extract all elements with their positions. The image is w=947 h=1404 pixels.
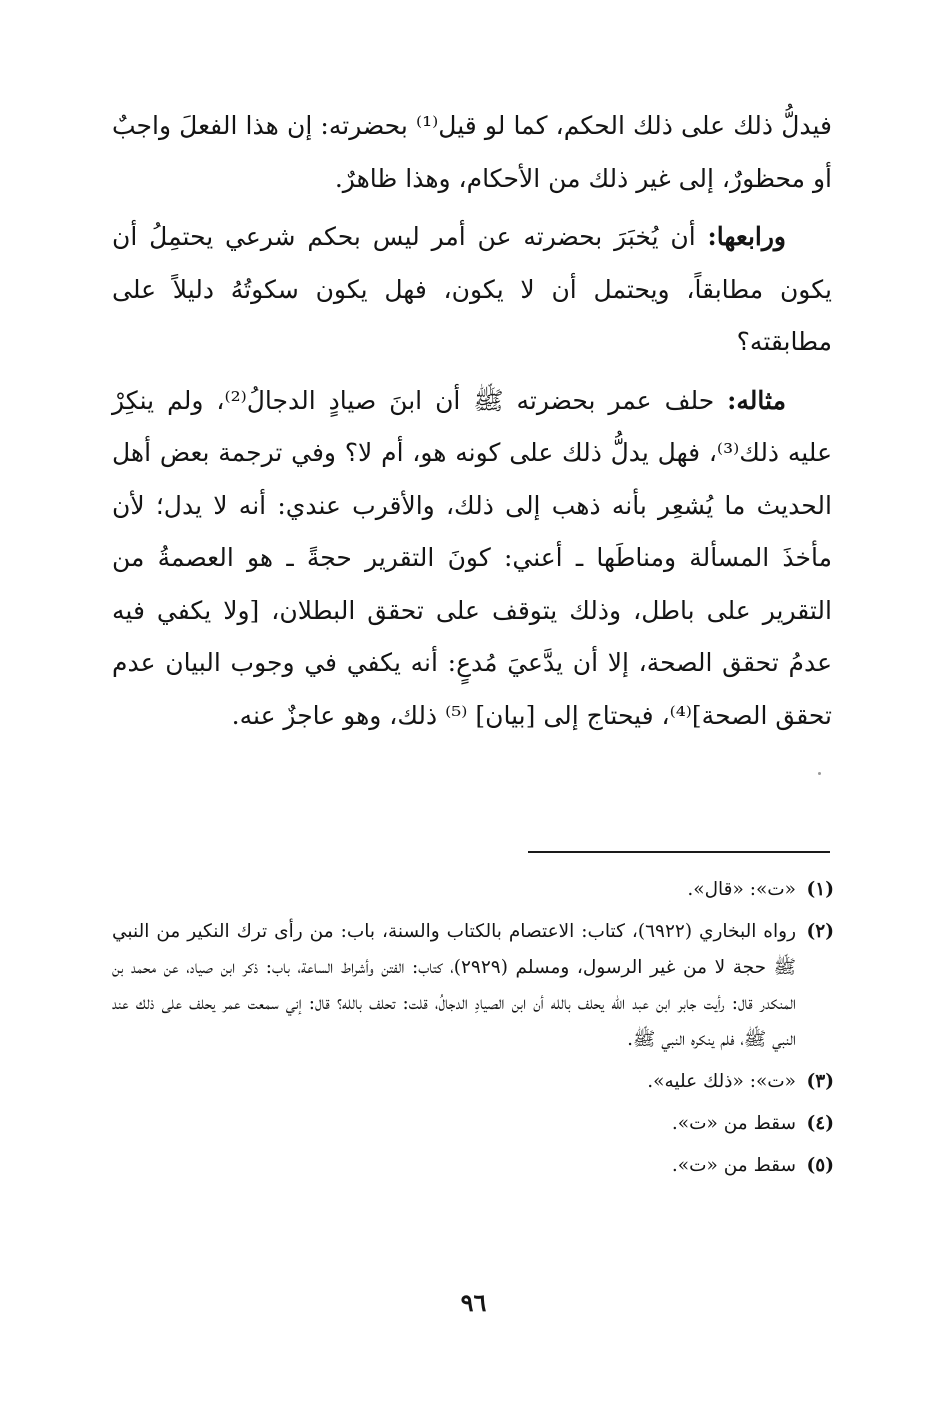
footnote-text: «ت»: «ذلك عليه».	[647, 1071, 796, 1092]
paragraph-1	[112, 100, 832, 205]
footnote-number: (٢)	[806, 921, 834, 942]
footnote-divider	[528, 851, 830, 853]
paragraph-2-lead: ورابعها:	[707, 222, 786, 251]
paragraph-3	[112, 375, 832, 743]
footnote-number: (١)	[806, 879, 834, 900]
paragraph-2	[112, 211, 832, 369]
stray-mark	[818, 772, 821, 775]
footnote-number: (٣)	[806, 1071, 834, 1092]
footnote-text: سقط من «ت».	[671, 1113, 796, 1134]
footnote	[112, 872, 834, 908]
footnotes	[112, 872, 834, 1190]
footnote	[112, 1148, 834, 1184]
main-text-block	[112, 100, 832, 742]
footnote	[112, 1106, 834, 1142]
footnote-text: «ت»: «قال».	[687, 879, 796, 900]
paragraph-3-text: حلف عمر بحضرته ﷺ أن ابنَ صيادٍ الدجالُ⁽²⁾، ولم ينكِرْ عليه ذلك⁽³⁾، فهل يدلُّ ذلك على كونه هو، أم لا؟ وفي ترجمة بعض أهل الحديث ما يُشعِر بأنه ذهب إلى ذلك، والأقرب عندي: أنه لا يدل؛ لأن مأخذَ المسألة ومناطَها ـ أعني: كونَ التقرير حجةً ـ هو العصمةُ من التقرير على باطل، وذلك يتوقف على تحقق البطلان، [ولا يكفي فيه عدمُ تحقق الصحة، إلا أن يدَّعيَ مُدعٍ: أنه يكفي في وجوب البيان عدم تحقق الصحة]⁽⁴⁾، فيحتاج إلى [بيان] ⁽⁵⁾ ذلك، وهو عاجزٌ عنه.	[112, 385, 832, 730]
footnote-text: سقط من «ت».	[671, 1155, 796, 1176]
page-number: ٩٦	[460, 1288, 487, 1317]
footnote-number: (٥)	[806, 1155, 834, 1176]
paragraph-2-text: أن يُخبَرَ بحضرته عن أمر ليس بحكم شرعي يحتمِلُ أن يكون مطابقاً، ويحتمل أن لا يكون، فهل يكون سكوتُهُ دليلاً على مطابقته؟	[112, 222, 832, 356]
paragraph-3-lead: مثاله:	[727, 385, 786, 415]
footnote-number: (٤)	[806, 1113, 834, 1134]
footnote	[112, 914, 834, 1058]
paragraph-1-text: فيدلُّ ذلك على ذلك الحكم، كما لو قيل⁽¹⁾ بحضرته: إن هذا الفعلَ واجبٌ أو محظورٌ، إلى غير ذلك من الأحكام، وهذا ظاهرٌ.	[112, 111, 832, 193]
footnote-text: رواه البخاري (٦٩٢٢)، كتاب: الاعتصام بالكتاب والسنة، باب: من رأى ترك النكير من النبي ﷺ حجة لا من غير الرسول، ومسلم (٢٩٢٩)، كتاب: الفتن وأشراط الساعة، باب: ذكر ابن صياد، عن محمد بن المنكدر قال: رأيت جابر ابن عبد الله يحلف بالله أن ابن الصيادِ الدجالُ، قلت: تحلف بالله؟ قال: إني سمعت عمر يحلف على ذلك عند النبي ﷺ، فلم ينكره النبي ﷺ.	[112, 921, 797, 1050]
footnote	[112, 1064, 834, 1100]
